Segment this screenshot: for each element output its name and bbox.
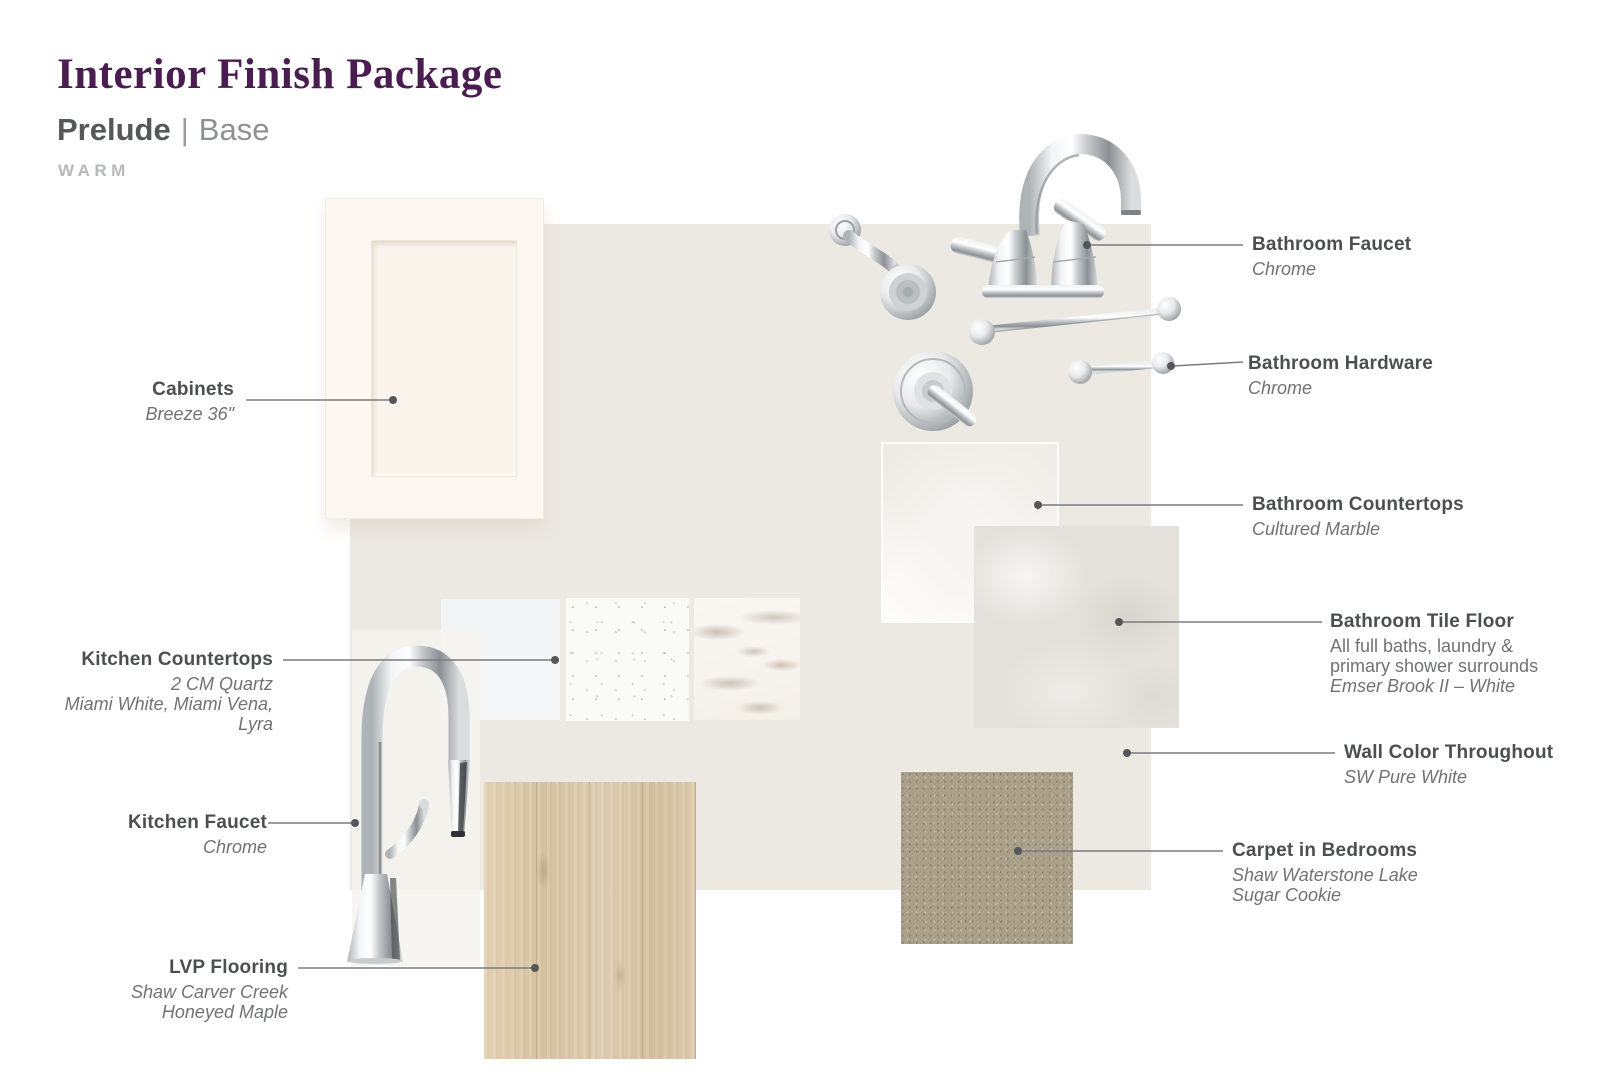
subtitle-divider: | [180,112,189,147]
bathroom-hardware-title: Bathroom Hardware [1248,353,1433,374]
kitchen-countertops-detail: 2 CM Quartz [170,674,273,694]
kitchen-countertops-detail: Miami White, Miami Vena, [64,694,273,714]
kitchen-faucet-title: Kitchen Faucet [128,812,267,833]
wall-color-title: Wall Color Throughout [1344,742,1554,763]
bathroom-tile-floor-detail: All full baths, laundry & [1330,636,1514,656]
bathroom-faucet-label [1252,234,1411,279]
package-subtitle [57,112,269,148]
page-title: Interior Finish Package [57,51,503,98]
bathroom-hardware-label [1248,353,1433,398]
palette-name: WARM [58,161,130,180]
cabinets-title: Cabinets [152,379,234,400]
lvp-flooring-detail: Shaw Carver Creek [130,982,288,1002]
quartz-miami-vena-swatch [566,598,689,721]
bathroom-tile-floor-label [1330,611,1538,696]
kitchen-countertops-label [65,649,273,734]
kitchen-countertops-title: Kitchen Countertops [81,649,273,670]
bathroom-faucet-title: Bathroom Faucet [1252,234,1412,255]
bathroom-countertops-label [1252,494,1464,539]
bathroom-countertops-title: Bathroom Countertops [1252,494,1464,515]
bathroom-faucet-detail: Chrome [1252,259,1317,279]
bathroom-hardware-detail: Chrome [1248,378,1313,398]
carpet-detail: Shaw Waterstone Lake [1232,865,1418,885]
cabinet-door-panel [371,240,517,477]
bathroom-tile-swatch [974,526,1179,728]
cabinets-detail: Breeze 36" [145,404,234,424]
wall-color-detail: SW Pure White [1344,767,1468,787]
callout-line-wall-color [1123,749,1335,757]
bathroom-tile-floor-detail: primary shower surrounds [1330,656,1539,676]
callout-line-bathroom-hardware [1167,362,1243,370]
quartz-miami-white-swatch [441,599,560,720]
lvp-flooring-swatch [484,782,696,1059]
kitchen-countertops-detail: Lyra [238,714,273,734]
tier-name: Base [198,112,270,147]
bathroom-countertops-detail: Cultured Marble [1252,519,1381,539]
cabinet-door-sample [325,198,544,519]
bathroom-tile-floor-detail: Emser Brook II – White [1330,676,1516,696]
kitchen-faucet-detail: Chrome [202,837,267,857]
carpet-detail: Sugar Cookie [1232,885,1342,905]
carpet-swatch [901,772,1073,944]
kitchen-faucet-label [128,812,267,857]
carpet-title: Carpet in Bedrooms [1232,840,1418,861]
carpet-label [1232,840,1418,905]
cabinets-label [146,379,234,424]
callout-line-kitchen-faucet [268,819,359,827]
lvp-flooring-label [131,957,288,1022]
lvp-flooring-detail: Honeyed Maple [161,1002,288,1022]
collection-name: Prelude [57,112,171,147]
lvp-flooring-title: LVP Flooring [169,957,288,978]
wall-color-label [1344,742,1553,787]
bathroom-tile-floor-title: Bathroom Tile Floor [1330,611,1514,632]
quartz-lyra-swatch [694,598,800,720]
